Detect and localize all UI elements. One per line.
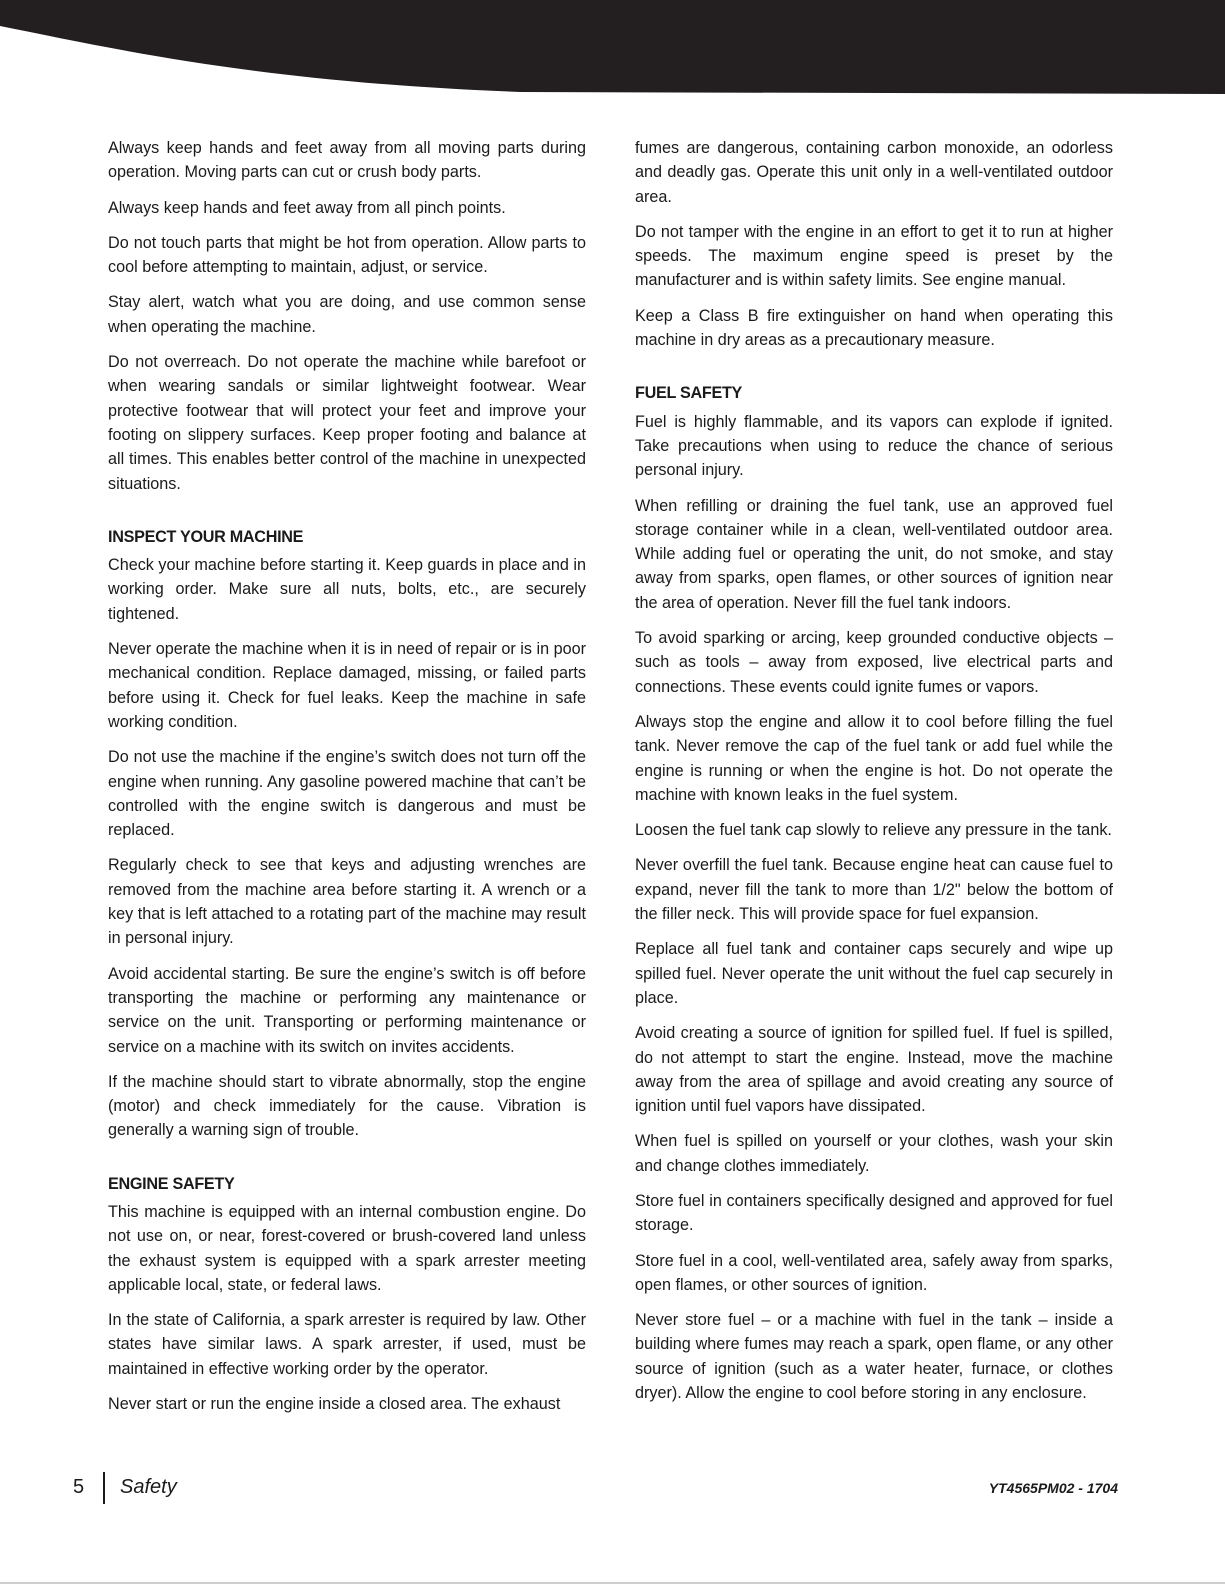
paragraph: Never operate the machine when it is in need of repair or is in poor mechanical condition. Replace damaged, missing, or failed parts before using it. Check for fuel leaks. Keep the machine in safe working condition.: [108, 640, 586, 731]
section-heading-inspect: INSPECT YOUR MACHINE: [108, 527, 304, 546]
paragraph: Store fuel in containers specifically designed and approved for fuel storage.: [635, 1191, 1113, 1235]
paragraph: Regularly check to see that keys and adjusting wrenches are removed from the machine area before starting it. A wrench or a key that is left attached to a rotating part of the machine may result in personal injury.: [108, 856, 586, 948]
paragraph: Avoid accidental starting. Be sure the engine’s switch is off before transporting the machine or performing any maintenance or service on the unit. Transporting or performing maintenance or service on a machine with its switch on invites accidents.: [108, 964, 586, 1056]
section-name: Safety: [120, 1476, 177, 1498]
header-band: [0, 0, 1225, 100]
paragraph: Avoid creating a source of ignition for spilled fuel. If fuel is spilled, do not attempt to start the engine. Instead, move the machine away from the area of spillage and avoid creating any source of ignition until fuel vapors have dissipated.: [635, 1024, 1113, 1116]
paragraph: Do not touch parts that might be hot from operation. Allow parts to cool before attempting to maintain, adjust, or service.: [108, 233, 586, 277]
document-code: YT4565PM02 - 1704: [988, 1480, 1118, 1496]
footer-divider: [103, 1472, 105, 1504]
paragraph: When fuel is spilled on yourself or your clothes, wash your skin and change clothes immediately.: [635, 1132, 1113, 1175]
page-footer: [0, 1470, 1225, 1506]
page-number: 5: [73, 1476, 85, 1498]
paragraph: Never overfill the fuel tank. Because engine heat can cause fuel to expand, never fill the tank to more than 1/2" below the bottom of the filler neck. This will provide space for fuel expansion.: [635, 856, 1113, 924]
paragraph: Do not use the machine if the engine’s switch does not turn off the engine when running. Any gasoline powered machine that can’t be controlled with the engine switch is dangerous and must be replaced.: [108, 748, 586, 840]
paragraph: This machine is equipped with an internal combustion engine. Do not use on, or near, forest-covered or brush-covered land unless the exhaust system is equipped with a spark arrester meeting applicable local, state, or federal laws.: [108, 1202, 586, 1294]
paragraph: If the machine should start to vibrate abnormally, stop the engine (motor) and check immediately for the cause. Vibration is generally a warning sign of trouble.: [108, 1072, 586, 1140]
section-heading-fuel: FUEL SAFETY: [635, 384, 743, 403]
paragraph: Fuel is highly flammable, and its vapors can explode if ignited. Take precautions when using to reduce the chance of serious personal injury.: [635, 412, 1113, 480]
bottom-rule: [0, 1582, 1225, 1584]
paragraph: Never store fuel – or a machine with fuel in the tank – inside a building where fumes may reach a spark, open flame, or any other source of ignition (such as a water heater, furnace, or clothes dryer). Allow the engine to cool before storing in any enclosure.: [635, 1311, 1113, 1403]
left-column: [108, 136, 586, 1427]
paragraph: Do not overreach. Do not operate the machine while barefoot or when wearing sandals or similar lightweight footwear. Wear protective footwear that will protect your feet and improve your footing on slippery surfaces. Keep proper footing and balance at all times. This enables better control of the machine in unexpected situations.: [108, 353, 586, 493]
paragraph: Always keep hands and feet away from all pinch points.: [108, 198, 506, 217]
paragraph: Loosen the fuel tank cap slowly to relieve any pressure in the tank.: [635, 821, 1112, 840]
paragraph: Keep a Class B fire extinguisher on hand when operating this machine in dry areas as a precautionary measure.: [635, 306, 1113, 350]
section-heading-engine: ENGINE SAFETY: [108, 1174, 235, 1193]
paragraph: To avoid sparking or arcing, keep grounded conductive objects – such as tools – away from exposed, live electrical parts and connections. These events could ignite fumes or vapors.: [635, 629, 1113, 696]
right-column: [635, 136, 1113, 1416]
paragraph: Store fuel in a cool, well-ventilated area, safely away from sparks, open flames, or other sources of ignition.: [635, 1251, 1113, 1294]
paragraph: Always stop the engine and allow it to cool before filling the fuel tank. Never remove the cap of the fuel tank or add fuel while the engine is running or when the engine is hot. Do not operate the machine with known leaks in the fuel system.: [635, 712, 1113, 804]
paragraph: fumes are dangerous, containing carbon monoxide, an odorless and deadly gas. Operate this unit only in a well-ventilated outdoor area.: [635, 139, 1113, 206]
paragraph: When refilling or draining the fuel tank, use an approved fuel storage container while in a clean, well-ventilated outdoor area. While adding fuel or operating the unit, do not smoke, and stay away from sparks, open flames, or other sources of ignition near the area of operation. Never fill the fuel tank indoors.: [635, 496, 1113, 612]
paragraph: Never start or run the engine inside a closed area. The exhaust: [108, 1395, 561, 1414]
paragraph: Replace all fuel tank and container caps securely and wipe up spilled fuel. Never operate the unit without the fuel cap securely in place.: [635, 940, 1113, 1007]
paragraph: In the state of California, a spark arrester is required by law. Other states have similar laws. A spark arrester, if used, must be maintained in effective working order by the operator.: [108, 1311, 586, 1378]
paragraph: Stay alert, watch what you are doing, and use common sense when operating the machine.: [108, 293, 586, 336]
paragraph: Always keep hands and feet away from all moving parts during operation. Moving parts can cut or crush body parts.: [108, 139, 586, 182]
paragraph: Check your machine before starting it. Keep guards in place and in working order. Make sure all nuts, bolts, etc., are securely tightened.: [108, 556, 586, 623]
paragraph: Do not tamper with the engine in an effort to get it to run at higher speeds. The maximum engine speed is preset by the manufacturer and is within safety limits. See engine manual.: [635, 222, 1113, 290]
